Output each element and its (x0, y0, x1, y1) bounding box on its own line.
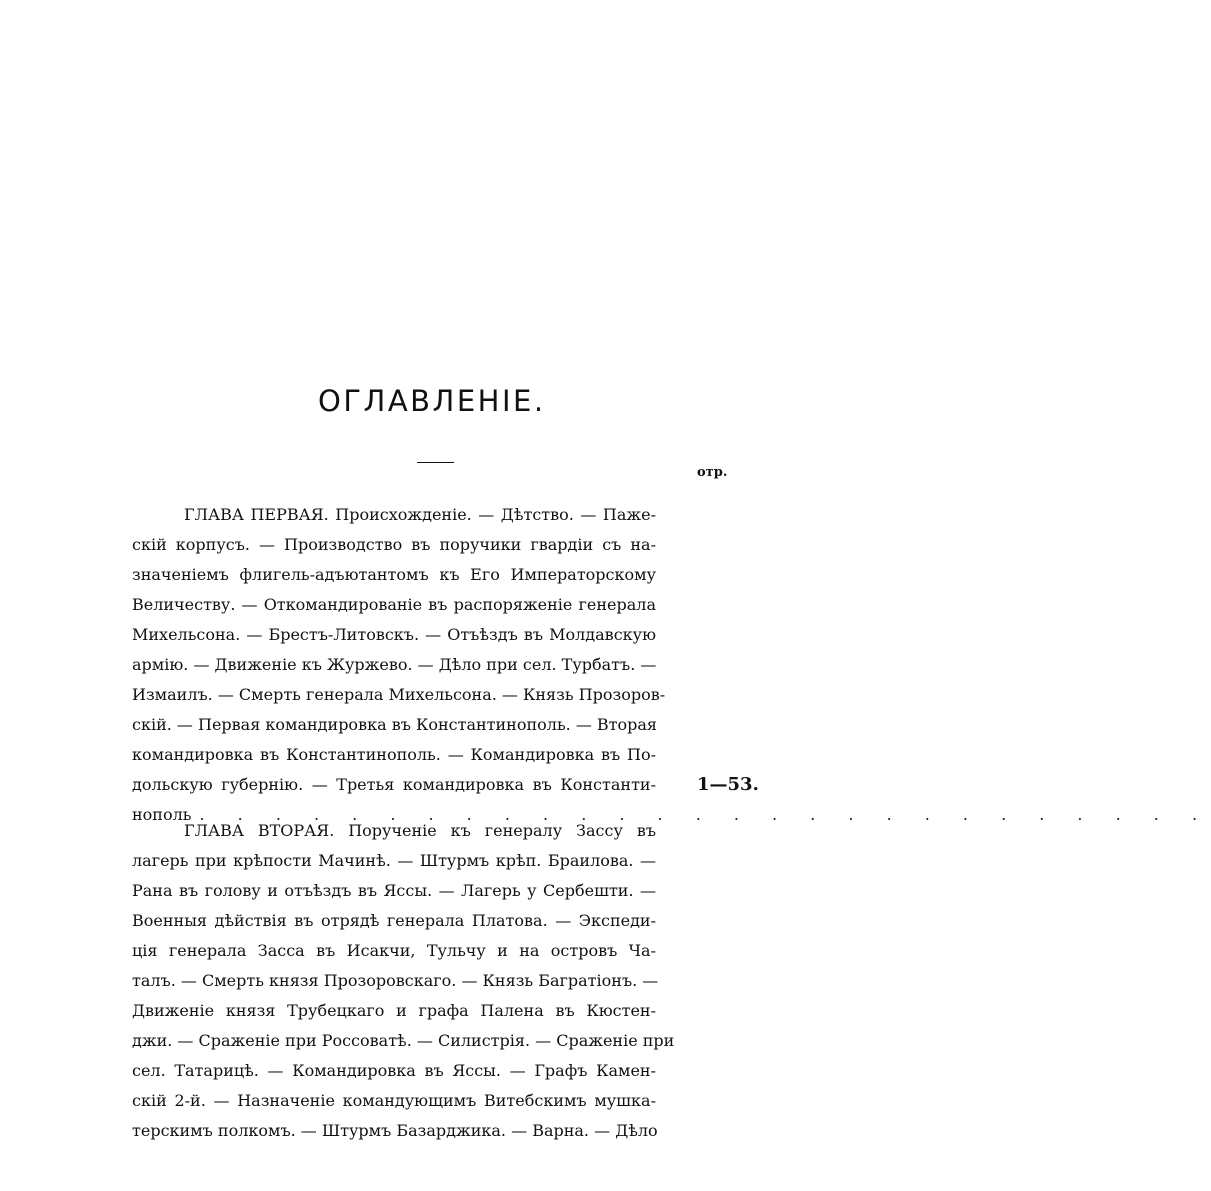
page-heading: ОГЛАВЛЕНІЕ. (318, 384, 546, 418)
chapter-2-line: ція генерала Засса въ Исакчи, Тульчу и на островъ Ча- (132, 941, 656, 960)
heading-rule (417, 462, 454, 463)
chapter-1-line: значеніемъ флигель-адъютантомъ къ Его Императорскому (132, 565, 656, 584)
chapter-1-line: Величеству. — Откомандированіе въ распоряженіе генерала (132, 595, 656, 614)
chapter-2-line: Военныя дѣйствія въ отрядѣ генерала Платова. — Экспеди- (132, 911, 656, 930)
chapter-2-line: терскимъ полкомъ. — Штурмъ Базарджика. — Варна. — Дѣло (132, 1121, 658, 1140)
chapter-1-line: Михельсона. — Брестъ-Литовскъ. — Отъѣздъ въ Молдавскую (132, 625, 656, 644)
chapter-2-line: Рана въ голову и отъѣздъ въ Яссы. — Лагерь у Сербешти. — (132, 881, 656, 900)
chapter-2-line: джи. — Сраженіе при Россоватѣ. — Силистрія. — Сраженіе при (132, 1031, 675, 1050)
page-column-label: отр. (697, 465, 728, 480)
chapter-1-line: скій корпусъ. — Производство въ поручики гвардіи съ на- (132, 535, 656, 554)
chapter-1-line: Измаилъ. — Смерть генерала Михельсона. — Князь Прозоров- (132, 685, 666, 704)
chapter-1-page-range: 1—53. (697, 774, 759, 795)
chapter-1-line: командировка въ Константинополь. — Командировка въ По- (132, 745, 656, 764)
chapter-2-line: Движеніе князя Трубецкаго и графа Палена въ Кюстен- (132, 1001, 656, 1020)
chapter-1-line: дольскую губернію. — Третья командировка въ Константи- (132, 775, 656, 794)
chapter-2-entry (132, 816, 675, 1146)
chapter-2-line: талъ. — Смерть князя Прозоровскаго. — Князь Багратіонъ. — (132, 971, 659, 990)
chapter-2-line: лагерь при крѣпости Мачинѣ. — Штурмъ крѣп. Браилова. — (132, 851, 656, 870)
chapter-1-leader-word: нополь (132, 805, 192, 824)
chapter-2-line: сел. Татарицѣ. — Командировка въ Яссы. — Графъ Камен- (132, 1061, 656, 1080)
chapter-1-line: скій. — Первая командировка въ Константинополь. — Вторая (132, 715, 658, 734)
chapter-2-line: скій 2-й. — Назначеніе командующимъ Витебскимъ мушка- (132, 1091, 656, 1110)
chapter-1-dot-leader: . . . . . . . . . . . . . . . . . . . . . . . . . . . (199, 805, 1211, 824)
chapter-1-line: армію. — Движеніе къ Журжево. — Дѣло при сел. Турбатъ. — (132, 655, 657, 674)
chapter-2-line: ГЛАВА ВТОРАЯ. Порученіе къ генералу Зассу въ (184, 821, 656, 840)
chapter-1-line: ГЛАВА ПЕРВАЯ. Происхожденіе. — Дѣтство. — Паже- (184, 505, 656, 524)
